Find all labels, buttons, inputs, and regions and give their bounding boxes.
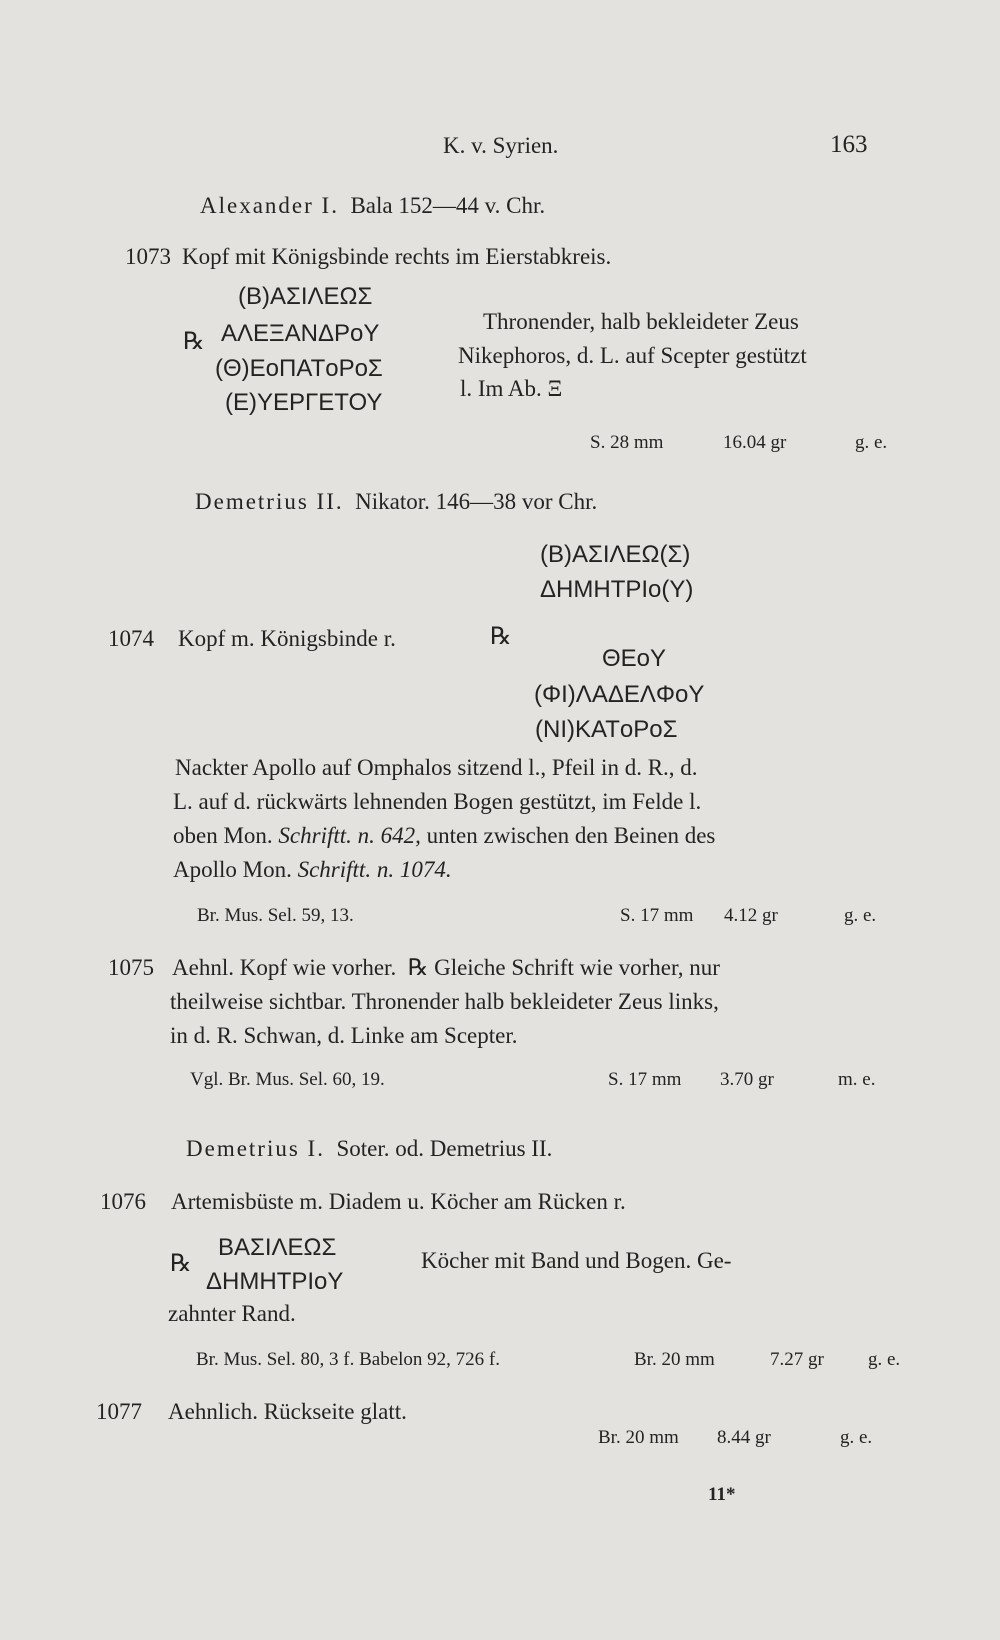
ruler-epithet: Bala 152—44 v. Chr. — [350, 193, 546, 218]
text-span: Aehnl. Kopf wie vorher. — [172, 955, 397, 980]
reference-italic: Schriftt. n. 1074. — [297, 857, 452, 882]
ruler-epithet: Soter. od. Demetrius II. — [336, 1136, 553, 1161]
reverse-symbol: ℞ — [490, 624, 512, 650]
entry-1076-number: 1076 — [100, 1189, 146, 1214]
coin-reference: Vgl. Br. Mus. Sel. 60, 19. — [190, 1069, 385, 1090]
reverse-symbol: ℞ — [407, 955, 429, 980]
coin-reference: Br. Mus. Sel. 59, 13. — [197, 905, 354, 926]
legend-line: ΒΑΣΙΛΕΩΣ — [218, 1234, 337, 1261]
entry-1077-text: Aehnlich. Rückseite glatt. — [168, 1399, 407, 1424]
section-title-alexander — [200, 194, 545, 217]
ruler-epithet: Nikator. 146—38 vor Chr. — [355, 489, 598, 514]
reverse-symbol: ℞ — [170, 1251, 192, 1277]
coin-weight: 8.44 gr — [717, 1427, 771, 1448]
entry-1075-line: in d. R. Schwan, d. Linke am Scepter. — [170, 1023, 518, 1048]
coin-size: S. 17 mm — [620, 905, 694, 926]
reverse-symbol: ℞ — [183, 329, 205, 355]
reverse-desc-line: Nackter Apollo auf Omphalos sitzend l., Pfeil in d. R., d. — [175, 755, 698, 780]
text-span: oben Mon. — [173, 823, 273, 848]
coin-state: m. e. — [838, 1069, 876, 1090]
reverse-desc-line: Köcher mit Band und Bogen. Ge- — [421, 1248, 732, 1273]
text-span: Gleiche Schrift wie vorher, nur — [434, 955, 720, 980]
coin-size: Br. 20 mm — [634, 1349, 715, 1370]
entry-1074-obverse: Kopf m. Königsbinde r. — [178, 626, 396, 651]
legend-line: (Ε)ΥΕΡΓΕΤΟΥ — [225, 389, 383, 416]
section-title-demetrius-ii — [195, 490, 597, 513]
legend-line: (B)ΑΣΙΛΕΩ(Σ) — [540, 541, 691, 568]
coin-size: S. 17 mm — [608, 1069, 682, 1090]
legend-line: ΘΕoΥ — [602, 645, 667, 672]
entry-1076-obverse: Artemisbüste m. Diadem u. Köcher am Rücken r. — [171, 1189, 626, 1214]
coin-size: S. 28 mm — [590, 432, 664, 453]
ruler-name: Demetrius II. — [195, 489, 344, 514]
coin-weight: 3.70 gr — [720, 1069, 774, 1090]
reverse-desc-line: L. auf d. rückwärts lehnenden Bogen gestützt, im Felde l. — [173, 789, 702, 814]
coin-state: g. e. — [868, 1349, 901, 1370]
reverse-desc-line: Nikephoros, d. L. auf Scepter gestützt — [458, 343, 807, 368]
coin-reference: Br. Mus. Sel. 80, 3 f. Babelon 92, 726 f. — [196, 1349, 500, 1370]
reference-italic: Schriftt. n. 642, — [278, 823, 421, 848]
reverse-desc-line: Thronender, halb bekleideter Zeus — [483, 309, 799, 334]
signature-mark: 11* — [708, 1484, 736, 1505]
entry-1073-number: 1073 — [125, 244, 171, 269]
reverse-desc-line — [173, 824, 715, 847]
legend-line: ΑΛΕΞΑΝΔΡoY — [221, 320, 380, 347]
coin-state: g. e. — [855, 432, 888, 453]
coin-weight: 4.12 gr — [724, 905, 778, 926]
ruler-name: Demetrius I. — [186, 1136, 325, 1161]
text-span: Apollo Mon. — [173, 857, 292, 882]
reverse-desc-line — [173, 858, 452, 881]
entry-1075-number: 1075 — [108, 955, 154, 980]
legend-line: (ΦΙ)ΛΑΔΕΛΦoΥ — [534, 681, 705, 708]
entry-1073-obverse: Kopf mit Königsbinde rechts im Eierstabkreis. — [182, 244, 612, 269]
reverse-desc-line: zahnter Rand. — [168, 1301, 296, 1326]
legend-line: (B)ΑΣΙΛΕΩΣ — [238, 283, 373, 310]
running-title: K. v. Syrien. — [443, 133, 559, 158]
coin-state: g. e. — [844, 905, 877, 926]
page-number: 163 — [830, 131, 868, 158]
entry-1074-number: 1074 — [108, 626, 154, 651]
legend-line: ΔΗΜΗΤΡΙo(Υ) — [540, 576, 694, 603]
coin-weight: 7.27 gr — [770, 1349, 824, 1370]
legend-line: ΔΗΜΗΤΡΙoΥ — [206, 1268, 344, 1295]
legend-line: (Θ)ΕoΠΑΤoΡoΣ — [215, 355, 383, 382]
entry-1075-line — [172, 956, 720, 979]
reverse-desc-line: l. Im Ab. Ξ — [460, 376, 563, 401]
entry-1075-line: theilweise sichtbar. Thronender halb bekleideter Zeus links, — [170, 989, 719, 1014]
coin-size: Br. 20 mm — [598, 1427, 679, 1448]
section-title-demetrius-i — [186, 1137, 552, 1160]
legend-line: (ΝΙ)ΚΑΤoΡoΣ — [535, 716, 678, 743]
coin-state: g. e. — [840, 1427, 873, 1448]
ruler-name: Alexander I. — [200, 193, 339, 218]
entry-1077-number: 1077 — [96, 1399, 142, 1424]
coin-weight: 16.04 gr — [723, 432, 787, 453]
text-span: unten zwischen den Beinen des — [426, 823, 716, 848]
